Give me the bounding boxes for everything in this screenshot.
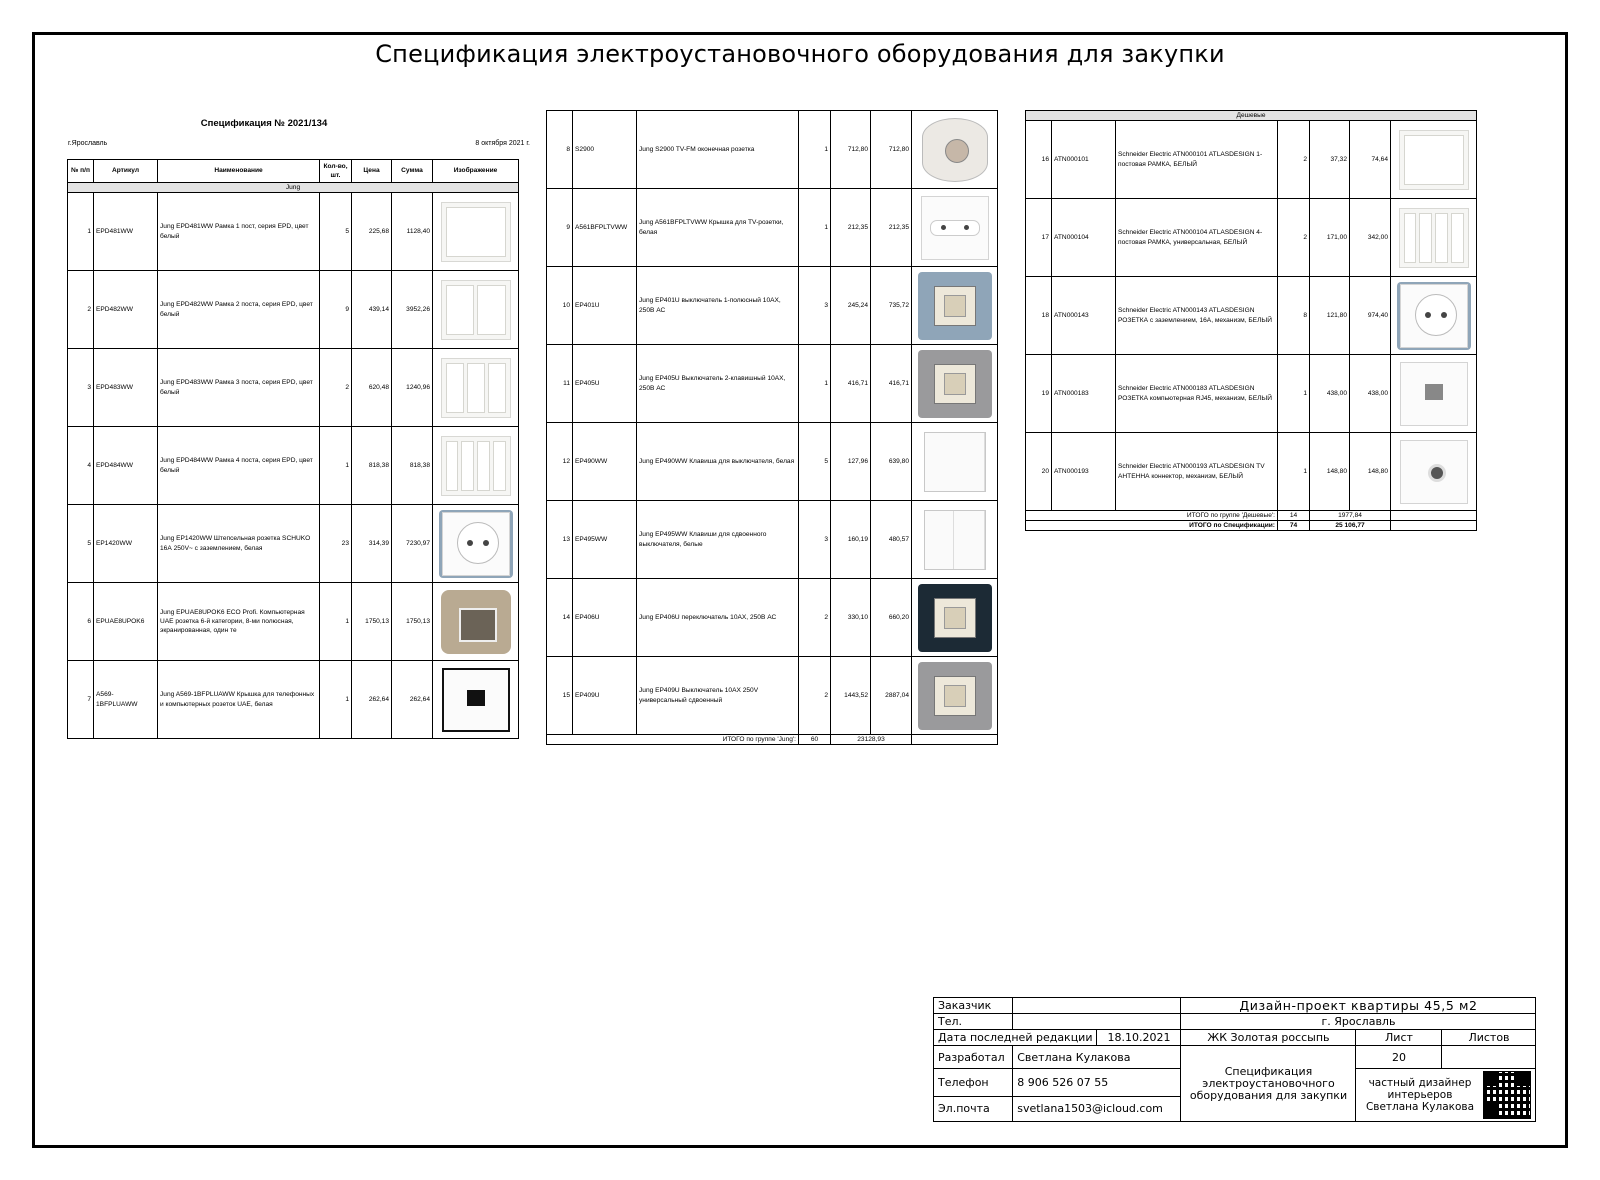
table-row bbox=[547, 423, 998, 501]
cell-sum: 660,20 bbox=[871, 579, 912, 657]
cell-num: 1 bbox=[68, 193, 94, 271]
phone-short-value bbox=[1013, 1014, 1181, 1030]
cell-sum: 735,72 bbox=[871, 267, 912, 345]
cell-price: 245,24 bbox=[831, 267, 871, 345]
cell-price: 330,10 bbox=[831, 579, 871, 657]
last-edit-label: Дата последней редакции bbox=[934, 1030, 1097, 1046]
cell-image bbox=[912, 189, 998, 267]
cell-qty: 1 bbox=[320, 427, 352, 505]
cell-sum: 342,00 bbox=[1350, 199, 1391, 277]
sheet-label: Лист bbox=[1356, 1030, 1442, 1046]
cell-qty: 1 bbox=[320, 661, 352, 739]
group-row-jung bbox=[68, 183, 519, 193]
frame-3-icon bbox=[437, 352, 515, 424]
customer-value bbox=[1013, 998, 1181, 1014]
schuko-socket-icon bbox=[1395, 280, 1473, 352]
cell-price: 712,80 bbox=[831, 111, 871, 189]
rj45-socket-icon bbox=[1395, 358, 1473, 430]
switch-mechanism-icon bbox=[916, 270, 994, 342]
total-sum: 1977,84 bbox=[1310, 511, 1391, 521]
cell-qty: 2 bbox=[799, 579, 831, 657]
cell-name: Jung EP406U переключатель 10АХ, 250В АС bbox=[637, 579, 799, 657]
table-row bbox=[547, 111, 998, 189]
cell-article: EPD482WW bbox=[94, 271, 158, 349]
cell-article: S2900 bbox=[573, 111, 637, 189]
cell-sum: 438,00 bbox=[1350, 355, 1391, 433]
total-qty: 60 bbox=[799, 735, 831, 745]
telephone-value: 8 906 526 07 55 bbox=[1013, 1069, 1181, 1097]
total-row-cheap bbox=[1026, 511, 1477, 521]
cell-qty: 2 bbox=[1278, 121, 1310, 199]
cell-article: ATN000101 bbox=[1052, 121, 1116, 199]
cell-image bbox=[912, 579, 998, 657]
cell-qty: 1 bbox=[1278, 433, 1310, 511]
cell-qty: 2 bbox=[1278, 199, 1310, 277]
cell-num: 6 bbox=[68, 583, 94, 661]
cell-price: 160,19 bbox=[831, 501, 871, 579]
cell-article: EPD481WW bbox=[94, 193, 158, 271]
table-row bbox=[68, 427, 519, 505]
cell-price: 148,80 bbox=[1310, 433, 1350, 511]
cell-name: Jung EPD483WW Рамка 3 поста, серия EPD, цвет белый bbox=[158, 349, 320, 427]
project-name: Дизайн-проект квартиры 45,5 м2 bbox=[1181, 998, 1536, 1014]
cell-article: EP406U bbox=[573, 579, 637, 657]
col-num: № п/п bbox=[68, 160, 94, 183]
cell-price: 416,71 bbox=[831, 345, 871, 423]
total-qty: 14 bbox=[1278, 511, 1310, 521]
spec-header bbox=[68, 140, 530, 147]
col-image: Изображение bbox=[433, 160, 519, 183]
cell-sum: 1750,13 bbox=[392, 583, 433, 661]
cell-price: 620,48 bbox=[352, 349, 392, 427]
tv-cover-icon bbox=[916, 192, 994, 264]
tv-fm-socket-icon bbox=[916, 114, 994, 186]
table-row bbox=[68, 661, 519, 739]
cell-sum: 1240,96 bbox=[392, 349, 433, 427]
cell-sum: 712,80 bbox=[871, 111, 912, 189]
rj45-module-icon bbox=[437, 586, 515, 658]
total-qty: 74 bbox=[1278, 521, 1310, 531]
cell-price: 171,00 bbox=[1310, 199, 1350, 277]
total-label: ИТОГО по группе 'Дешевые': bbox=[1026, 511, 1278, 521]
frame-4-icon bbox=[437, 430, 515, 502]
cell-num: 10 bbox=[547, 267, 573, 345]
cell-name: Jung EP405U Выключатель 2-клавишный 10АХ, 250В АС bbox=[637, 345, 799, 423]
cell-sum: 3952,26 bbox=[392, 271, 433, 349]
cell-price: 225,68 bbox=[352, 193, 392, 271]
cell-qty: 3 bbox=[799, 501, 831, 579]
table-row bbox=[547, 657, 998, 735]
cell-article: EP405U bbox=[573, 345, 637, 423]
cell-price: 262,64 bbox=[352, 661, 392, 739]
cell-article: EP409U bbox=[573, 657, 637, 735]
universal-switch-icon bbox=[916, 660, 994, 732]
group-row-cheap bbox=[1026, 111, 1477, 121]
cell-sum: 212,35 bbox=[871, 189, 912, 267]
table-row bbox=[1026, 433, 1477, 511]
cell-qty: 1 bbox=[320, 583, 352, 661]
cell-qty: 23 bbox=[320, 505, 352, 583]
cell-name: Schneider Electric ATN000104 ATLASDESIGN 4-постовая РАМКА, универсальная, БЕЛЫЙ bbox=[1116, 199, 1278, 277]
cell-image bbox=[912, 345, 998, 423]
cell-name: Jung S2900 TV-FM оконечная розетка bbox=[637, 111, 799, 189]
cell-name: Jung EP1420WW Штепсельная розетка SCHUKO 16А 250V~ с заземлением, белая bbox=[158, 505, 320, 583]
spec-date: 8 октября 2021 г. bbox=[475, 140, 530, 147]
total-empty-cell bbox=[1391, 511, 1477, 521]
uae-cover-icon bbox=[437, 664, 515, 736]
table-row bbox=[68, 583, 519, 661]
table-row bbox=[1026, 355, 1477, 433]
table-row bbox=[1026, 277, 1477, 355]
table-row bbox=[1026, 199, 1477, 277]
table-header bbox=[68, 160, 519, 183]
table-row bbox=[547, 267, 998, 345]
cell-image bbox=[912, 267, 998, 345]
cell-qty: 2 bbox=[320, 349, 352, 427]
cell-name: Jung EP401U выключатель 1-полюсный 10АХ, 250В АС bbox=[637, 267, 799, 345]
cell-qty: 5 bbox=[799, 423, 831, 501]
frame-2-icon bbox=[437, 274, 515, 346]
cell-price: 1750,13 bbox=[352, 583, 392, 661]
spec-table-3 bbox=[1025, 110, 1477, 531]
cell-sum: 639,80 bbox=[871, 423, 912, 501]
cell-article: A569-1BFPLUAWW bbox=[94, 661, 158, 739]
cell-num: 16 bbox=[1026, 121, 1052, 199]
group-label: Jung bbox=[68, 183, 519, 193]
schuko-socket-icon bbox=[437, 508, 515, 580]
cell-name: Jung EP495WW Клавиши для сдвоенного выключателя, белые bbox=[637, 501, 799, 579]
cell-qty: 2 bbox=[799, 657, 831, 735]
col-qty: Кол-во, шт. bbox=[320, 160, 352, 183]
cell-image bbox=[433, 583, 519, 661]
cell-article: EPD484WW bbox=[94, 427, 158, 505]
cell-num: 7 bbox=[68, 661, 94, 739]
changeover-switch-icon bbox=[916, 582, 994, 654]
double-switch-mechanism-icon bbox=[916, 348, 994, 420]
group-label: Дешевые bbox=[1026, 111, 1477, 121]
double-rocker-key-icon bbox=[916, 504, 994, 576]
spec-title: Спецификация № 2021/134 bbox=[200, 118, 328, 129]
cell-price: 1443,52 bbox=[831, 657, 871, 735]
total-label: ИТОГО по группе 'Jung': bbox=[547, 735, 799, 745]
spec-city: г.Ярославль bbox=[68, 140, 108, 147]
table-row bbox=[68, 505, 519, 583]
total-sum: 25 106,77 bbox=[1310, 521, 1391, 531]
cell-article: ATN000143 bbox=[1052, 277, 1116, 355]
cell-image bbox=[433, 427, 519, 505]
table-row bbox=[547, 501, 998, 579]
table-row bbox=[547, 345, 998, 423]
cell-qty: 3 bbox=[799, 267, 831, 345]
cell-price: 818,38 bbox=[352, 427, 392, 505]
cell-image bbox=[912, 501, 998, 579]
cell-num: 12 bbox=[547, 423, 573, 501]
cell-image bbox=[1391, 277, 1477, 355]
cell-article: EP1420WW bbox=[94, 505, 158, 583]
sheets-label: Листов bbox=[1442, 1030, 1536, 1046]
cell-price: 127,96 bbox=[831, 423, 871, 501]
cell-name: Schneider Electric ATN000183 ATLASDESIGN РОЗЕТКА компьютерная RJ45, механизм, БЕЛЫЙ bbox=[1116, 355, 1278, 433]
table-row bbox=[68, 349, 519, 427]
frame-1-icon bbox=[1395, 124, 1473, 196]
designer-name: частный дизайнер интерьеров Светлана Кулакова bbox=[1365, 1077, 1475, 1113]
cell-image bbox=[1391, 199, 1477, 277]
sheet-title: Спецификация электроустановочного оборудования для закупки bbox=[375, 40, 1225, 68]
cell-image bbox=[433, 661, 519, 739]
developer-name: Светлана Кулакова bbox=[1013, 1046, 1181, 1069]
spec-table-1 bbox=[67, 159, 519, 739]
cell-qty: 1 bbox=[799, 189, 831, 267]
sheet-number: 20 bbox=[1356, 1046, 1442, 1069]
cell-price: 121,80 bbox=[1310, 277, 1350, 355]
col-article: Артикул bbox=[94, 160, 158, 183]
cell-sum: 416,71 bbox=[871, 345, 912, 423]
cell-article: EP490WW bbox=[573, 423, 637, 501]
residential-complex: ЖК Золотая россыпь bbox=[1181, 1030, 1356, 1046]
cell-price: 314,39 bbox=[352, 505, 392, 583]
table-row bbox=[547, 189, 998, 267]
cell-num: 2 bbox=[68, 271, 94, 349]
cell-sum: 74,64 bbox=[1350, 121, 1391, 199]
cell-image bbox=[433, 505, 519, 583]
total-empty-cell bbox=[1391, 521, 1477, 531]
total-row-spec bbox=[1026, 521, 1477, 531]
cell-name: Jung EP490WW Клавиша для выключателя, белая bbox=[637, 423, 799, 501]
cell-name: Schneider Electric ATN000101 ATLASDESIGN 1-постовая РАМКА, БЕЛЫЙ bbox=[1116, 121, 1278, 199]
email-label: Эл.почта bbox=[934, 1096, 1013, 1121]
total-row-jung bbox=[547, 735, 998, 745]
cell-sum: 818,38 bbox=[392, 427, 433, 505]
cell-qty: 1 bbox=[799, 345, 831, 423]
sheet-name: Спецификация электроустановочного оборудования для закупки bbox=[1181, 1046, 1356, 1122]
cell-qty: 1 bbox=[1278, 355, 1310, 433]
cell-name: Jung EPD484WW Рамка 4 поста, серия EPD, цвет белый bbox=[158, 427, 320, 505]
cell-name: Jung EP409U Выключатель 10АХ 250V универсальный сдвоенный bbox=[637, 657, 799, 735]
col-name: Наименование bbox=[158, 160, 320, 183]
last-edit-date: 18.10.2021 bbox=[1097, 1030, 1181, 1046]
cell-article: EP401U bbox=[573, 267, 637, 345]
cell-num: 4 bbox=[68, 427, 94, 505]
col-price: Цена bbox=[352, 160, 392, 183]
cell-num: 5 bbox=[68, 505, 94, 583]
cell-image bbox=[433, 271, 519, 349]
frame-4-icon bbox=[1395, 202, 1473, 274]
cell-article: EPD483WW bbox=[94, 349, 158, 427]
cell-num: 14 bbox=[547, 579, 573, 657]
qr-code-icon bbox=[1483, 1071, 1531, 1119]
cell-qty: 8 bbox=[1278, 277, 1310, 355]
sheets-count bbox=[1442, 1046, 1536, 1069]
cell-price: 37,32 bbox=[1310, 121, 1350, 199]
cell-qty: 9 bbox=[320, 271, 352, 349]
cell-name: Schneider Electric ATN000143 ATLASDESIGN РОЗЕТКА с заземлением, 16А, механизм, БЕЛЫЙ bbox=[1116, 277, 1278, 355]
cell-num: 15 bbox=[547, 657, 573, 735]
cell-price: 439,14 bbox=[352, 271, 392, 349]
cell-name: Jung A569-1BFPLUAWW Крышка для телефонных и компьютерных розеток UAE, белая bbox=[158, 661, 320, 739]
cell-image bbox=[433, 349, 519, 427]
cell-num: 3 bbox=[68, 349, 94, 427]
cell-article: EPUAE8UPOK6 bbox=[94, 583, 158, 661]
cell-name: Schneider Electric ATN000193 ATLASDESIGN TV АНТЕННА коннектор, механизм, БЕЛЫЙ bbox=[1116, 433, 1278, 511]
cell-num: 17 bbox=[1026, 199, 1052, 277]
tv-socket-icon bbox=[1395, 436, 1473, 508]
cell-price: 438,00 bbox=[1310, 355, 1350, 433]
cell-name: Jung EPD482WW Рамка 2 поста, серия EPD, цвет белый bbox=[158, 271, 320, 349]
developer-label: Разработал bbox=[934, 1046, 1013, 1069]
cell-article: ATN000193 bbox=[1052, 433, 1116, 511]
cell-qty: 1 bbox=[799, 111, 831, 189]
cell-image bbox=[912, 657, 998, 735]
cell-article: ATN000183 bbox=[1052, 355, 1116, 433]
total-label: ИТОГО по Спецификации: bbox=[1026, 521, 1278, 531]
customer-label: Заказчик bbox=[934, 998, 1013, 1014]
cell-article: ATN000104 bbox=[1052, 199, 1116, 277]
cell-sum: 262,64 bbox=[392, 661, 433, 739]
cell-num: 13 bbox=[547, 501, 573, 579]
cell-sum: 480,57 bbox=[871, 501, 912, 579]
project-city: г. Ярославль bbox=[1181, 1014, 1536, 1030]
cell-num: 19 bbox=[1026, 355, 1052, 433]
table-row bbox=[547, 579, 998, 657]
cell-price: 212,35 bbox=[831, 189, 871, 267]
cell-article: EP495WW bbox=[573, 501, 637, 579]
designer-block bbox=[1356, 1069, 1536, 1122]
spec-table-2 bbox=[546, 110, 998, 745]
email-value: svetlana1503@icloud.com bbox=[1013, 1096, 1181, 1121]
cell-image bbox=[912, 423, 998, 501]
cell-num: 9 bbox=[547, 189, 573, 267]
cell-sum: 1128,40 bbox=[392, 193, 433, 271]
cell-sum: 974,40 bbox=[1350, 277, 1391, 355]
cell-qty: 5 bbox=[320, 193, 352, 271]
cell-name: Jung EPD481WW Рамка 1 пост, серия EPD, цвет белый bbox=[158, 193, 320, 271]
cell-image bbox=[1391, 433, 1477, 511]
table-row bbox=[68, 193, 519, 271]
cell-num: 18 bbox=[1026, 277, 1052, 355]
cell-article: A561BFPLTVWW bbox=[573, 189, 637, 267]
phone-short-label: Тел. bbox=[934, 1014, 1013, 1030]
total-sum: 23128,93 bbox=[831, 735, 912, 745]
telephone-label: Телефон bbox=[934, 1069, 1013, 1097]
table-row bbox=[68, 271, 519, 349]
cell-image bbox=[433, 193, 519, 271]
cell-image bbox=[1391, 121, 1477, 199]
total-empty-cell bbox=[912, 735, 998, 745]
cell-name: Jung A561BFPLTVWW Крышка для TV-розетки, белая bbox=[637, 189, 799, 267]
cell-sum: 2887,04 bbox=[871, 657, 912, 735]
cell-num: 8 bbox=[547, 111, 573, 189]
cell-name: Jung EPUAE8UPOK6 ECO Profi. Компьютерная UAE розетка 6-й категории, 8-ми полюсная, экранированная, один те bbox=[158, 583, 320, 661]
title-block bbox=[933, 997, 1536, 1122]
cell-sum: 7230,97 bbox=[392, 505, 433, 583]
cell-sum: 148,80 bbox=[1350, 433, 1391, 511]
cell-num: 11 bbox=[547, 345, 573, 423]
col-sum: Сумма bbox=[392, 160, 433, 183]
cell-image bbox=[1391, 355, 1477, 433]
cell-num: 20 bbox=[1026, 433, 1052, 511]
frame-1-icon bbox=[437, 196, 515, 268]
table-row bbox=[1026, 121, 1477, 199]
cell-image bbox=[912, 111, 998, 189]
rocker-key-icon bbox=[916, 426, 994, 498]
